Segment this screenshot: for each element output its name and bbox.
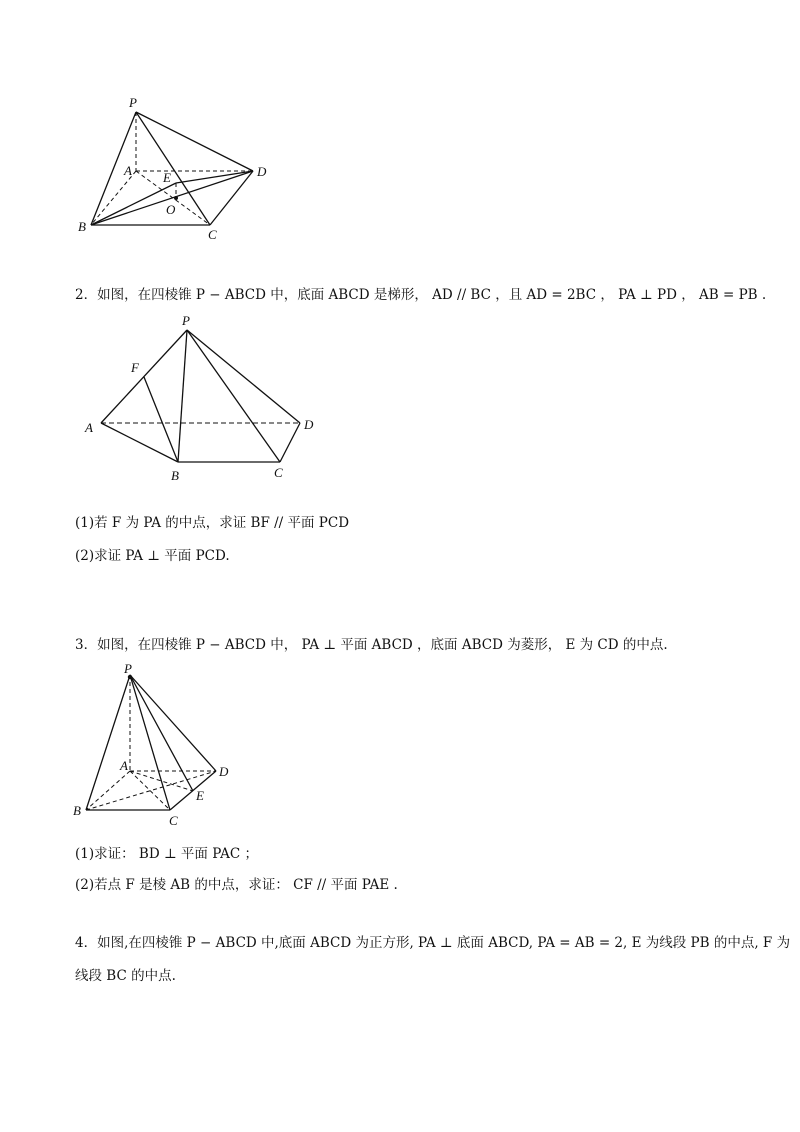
fig1-label-a: A [124,163,132,178]
fig1-label-o: O [166,202,176,217]
fig2-label-c: C [274,465,283,480]
fig3-label-p: P [124,661,132,676]
problem-2-question-1: (1)若 F 为 PA 的中点，求证 BF // 平面 PCD [75,515,350,531]
fig2-label-f: F [131,360,139,375]
problem-3-question-2: (2)若点 F 是棱 AB 的中点，求证： CF // 平面 PAE . [75,877,398,893]
fig2-label-a: A [85,420,93,435]
fig3-label-b: B [73,803,81,818]
fig3-label-c: C [169,813,178,828]
problem-4-line-1: 4．如图,在四棱锥 P − ABCD 中,底面 ABCD 为正方形, PA ⊥ 底面 ABCD, PA = AB = 2, E 为线段 PB 的中点, F 为 [75,935,791,951]
fig3-label-e: E [196,788,204,803]
fig1-label-d: D [257,164,267,179]
figure-3-pyramid [70,660,250,830]
figure-1-pyramid [70,95,280,245]
fig1-label-b: B [78,219,86,234]
fig1-label-e: E [163,170,171,185]
fig3-label-a: A [120,758,128,773]
fig1-label-c: C [208,227,217,242]
fig2-label-p: P [182,313,190,328]
problem-2-question-2: (2)求证 PA ⊥ 平面 PCD. [75,548,230,564]
figure-2-pyramid [80,310,320,485]
problem-3-question-1: (1)求证： BD ⊥ 平面 PAC ； [75,846,258,862]
fig1-label-p: P [129,95,137,110]
fig2-label-b: B [171,468,179,483]
problem-3-stem: 3．如图，在四棱锥 P − ABCD 中， PA ⊥ 平面 ABCD ，底面 ABCD 为菱形， E 为 CD 的中点. [75,637,668,653]
problem-2-stem: 2．如图，在四棱锥 P − ABCD 中，底面 ABCD 是梯形， AD // BC ，且 AD = 2BC ， PA ⊥ PD ， AB = PB . [75,287,767,303]
problem-4-line-2: 线段 BC 的中点. [75,968,176,984]
fig2-label-d: D [304,417,314,432]
fig3-label-d: D [219,764,229,779]
